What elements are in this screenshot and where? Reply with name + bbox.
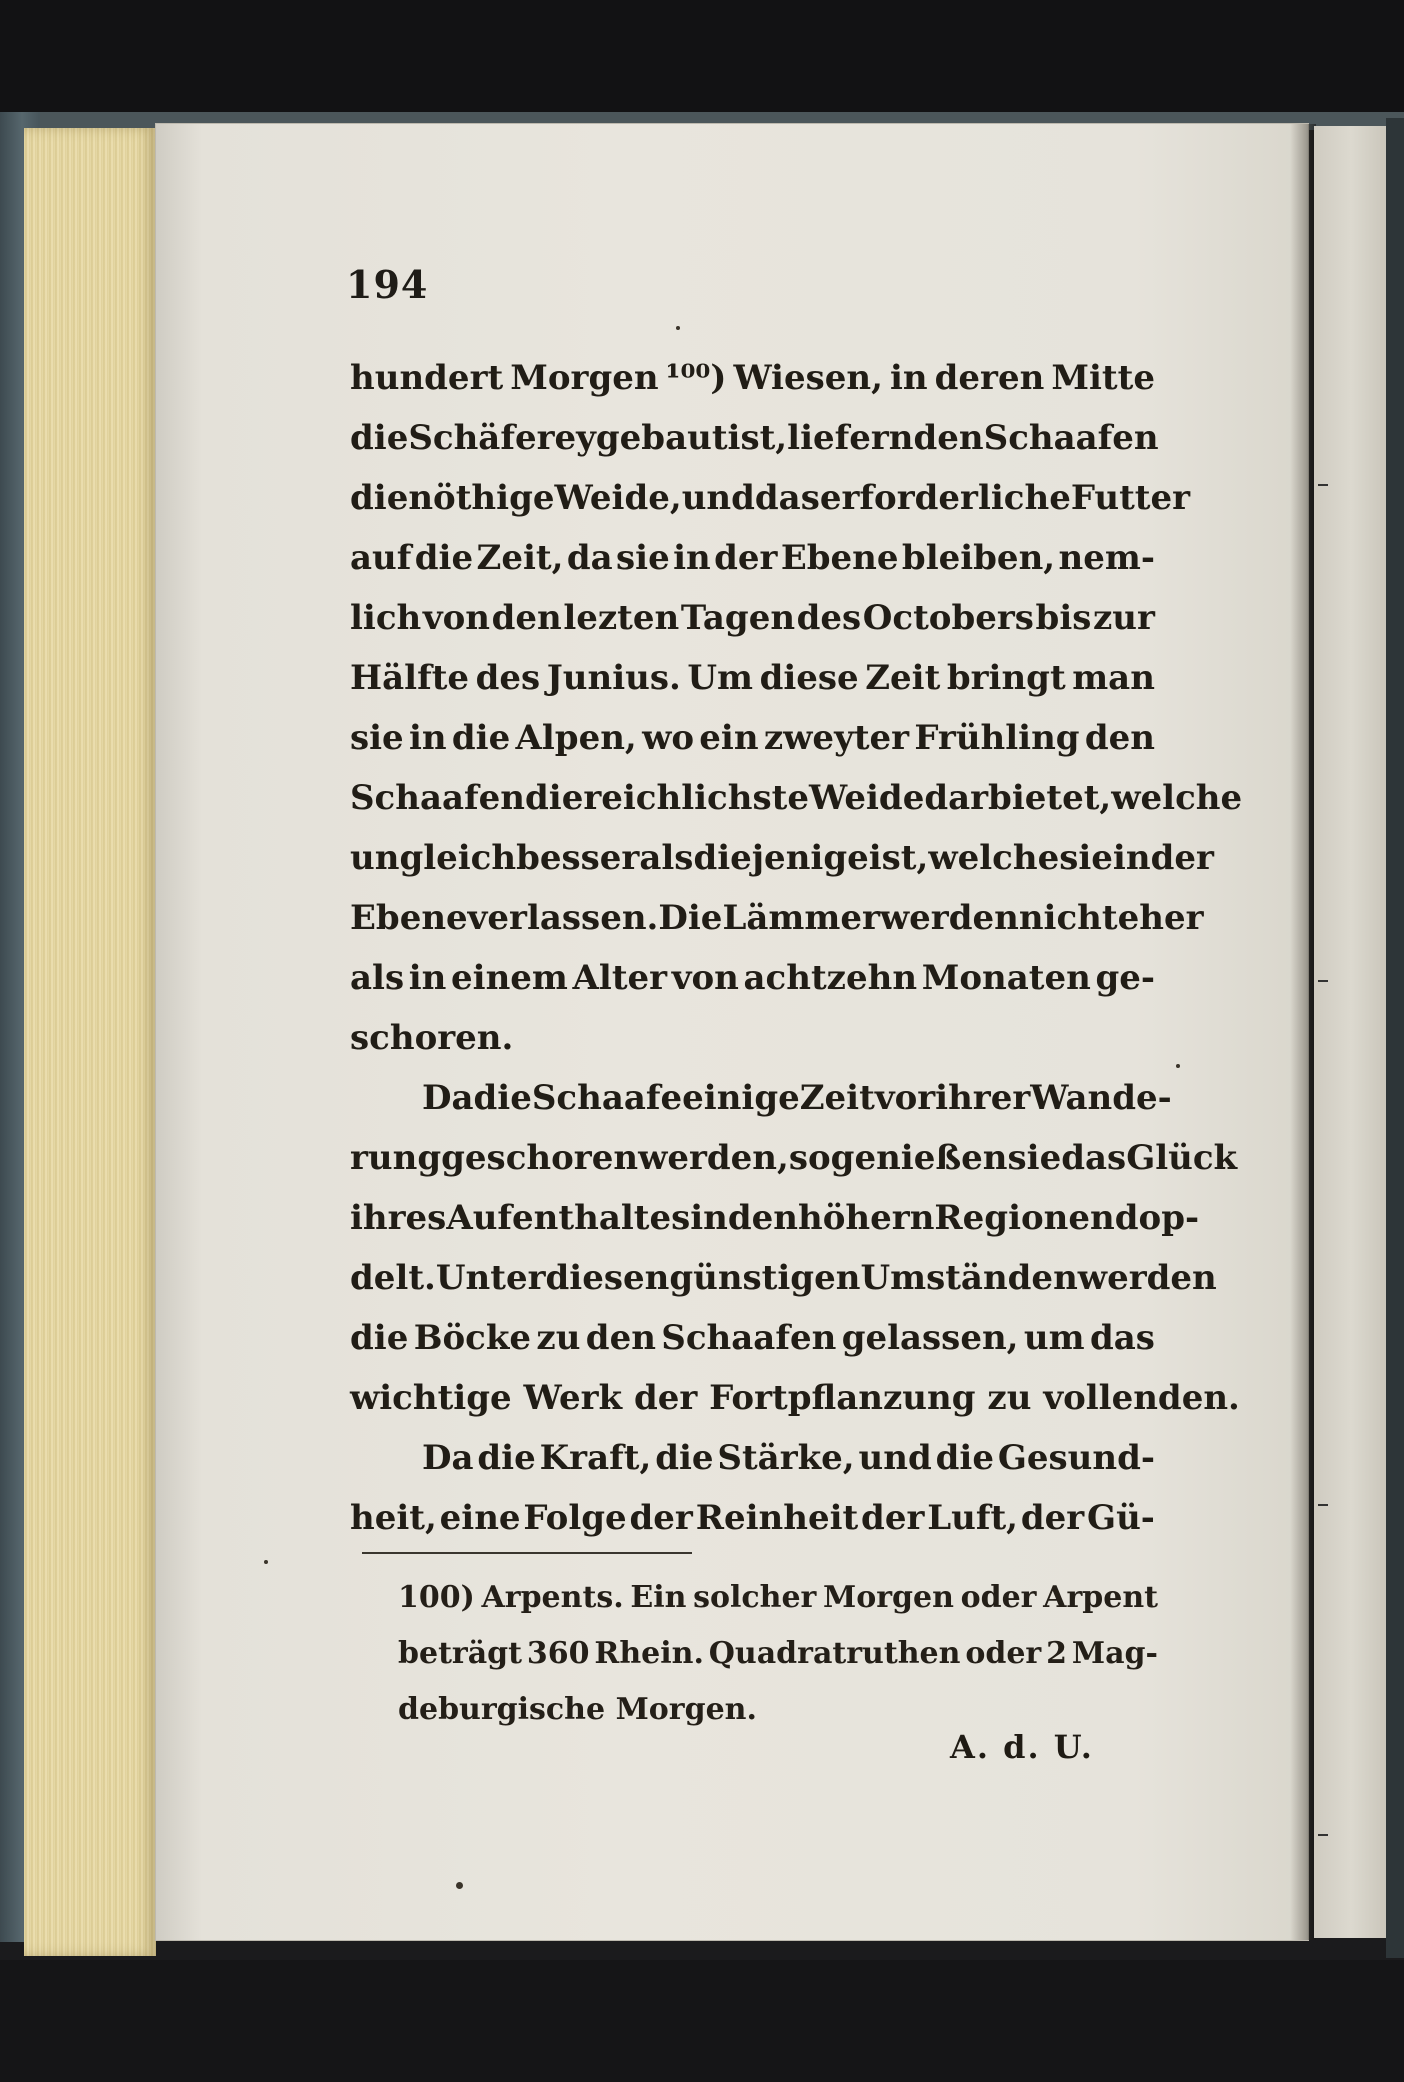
word: Gü- — [1087, 1498, 1155, 1538]
word: einige — [682, 1078, 800, 1118]
word: Stärke, — [717, 1438, 855, 1478]
word: den — [727, 1198, 799, 1238]
word: zu — [987, 1378, 1032, 1418]
word: Monaten — [921, 958, 1091, 998]
word: Wande- — [1030, 1078, 1172, 1118]
word: vollenden. — [1043, 1378, 1240, 1418]
text-line — [350, 1128, 1238, 1188]
word: sie — [1007, 1138, 1062, 1178]
word: die — [935, 1438, 994, 1478]
text-line — [350, 408, 1159, 468]
word: Lämmer — [722, 898, 880, 938]
ink-speck — [676, 326, 680, 330]
text-line — [350, 948, 1155, 1008]
word: Octobers — [862, 598, 1034, 638]
ink-speck — [456, 1882, 463, 1889]
word: eine — [439, 1498, 521, 1538]
word: Folge — [523, 1498, 627, 1538]
word: Werk — [523, 1378, 623, 1418]
word: bleiben, — [901, 538, 1056, 578]
word: in — [408, 718, 447, 758]
word: Tagen — [680, 598, 796, 638]
word: werden — [1077, 1258, 1217, 1298]
word: von — [422, 598, 491, 638]
word: ist, — [727, 418, 788, 458]
word: oder — [965, 1636, 1042, 1671]
background-bottom — [0, 1960, 1404, 2082]
word: lich — [350, 598, 422, 638]
text-line — [350, 768, 1243, 828]
word: die — [655, 1438, 714, 1478]
word: das — [1061, 1138, 1127, 1178]
word: nöthige — [408, 478, 555, 518]
main-text — [350, 348, 1243, 1548]
word: den — [585, 1318, 656, 1358]
word: Da — [422, 1078, 474, 1118]
word: ¹⁰⁰) — [665, 358, 727, 398]
word: Mag- — [1071, 1636, 1158, 1671]
word: diesen — [545, 1258, 670, 1298]
footnote-separator — [362, 1552, 692, 1554]
word: Regionen — [934, 1198, 1115, 1238]
book-cover-right — [1386, 118, 1404, 1958]
word: Schaafen — [983, 418, 1159, 458]
word: 100) — [398, 1580, 475, 1615]
word: als — [639, 838, 694, 878]
word: ihres — [350, 1198, 447, 1238]
word: Luft, — [927, 1498, 1019, 1538]
word: erforderliche — [819, 478, 1071, 518]
word: genießen — [830, 1138, 1008, 1178]
word: Rhein. — [594, 1636, 704, 1671]
word: einem — [451, 958, 568, 998]
word: Reinheit — [695, 1498, 859, 1538]
ink-speck — [1176, 1064, 1180, 1068]
word: gelassen, — [841, 1318, 1019, 1358]
word: Unter — [435, 1258, 546, 1298]
word: und — [858, 1438, 932, 1478]
word: sie — [350, 718, 404, 758]
word: die — [473, 1078, 532, 1118]
page-mark — [1318, 980, 1328, 982]
word: in — [1112, 838, 1151, 878]
text-line — [350, 1188, 1200, 1248]
word: und — [681, 478, 755, 518]
ink-speck — [264, 1560, 268, 1564]
word: deburgische — [398, 1692, 606, 1727]
word: hundert — [350, 358, 504, 398]
page-mark — [1318, 1834, 1328, 1836]
facing-page-edge — [1314, 126, 1388, 1938]
word: achtzehn — [743, 958, 918, 998]
word: darbietet, — [924, 778, 1112, 818]
word: als — [350, 958, 405, 998]
gutter-shadow — [1290, 124, 1316, 1940]
word: 360 — [526, 1636, 590, 1671]
word: werden — [879, 898, 1019, 938]
footnote — [398, 1570, 1158, 1738]
translator-signature: A. d. U. — [950, 1728, 1094, 1766]
word: so — [788, 1138, 831, 1178]
word: werden, — [638, 1138, 789, 1178]
word: Zeit — [865, 658, 941, 698]
word: Kraft, — [539, 1438, 652, 1478]
word: Schaafen — [350, 778, 526, 818]
word: Morgen — [823, 1580, 954, 1615]
word: sie — [616, 538, 670, 578]
word: das — [754, 478, 820, 518]
word: zur — [1092, 598, 1155, 638]
word: Böcke — [413, 1318, 532, 1358]
text-line — [350, 828, 1214, 888]
page-stack-edges — [24, 128, 156, 1956]
word: nicht — [1018, 898, 1118, 938]
word: ge- — [1095, 958, 1155, 998]
text-line — [350, 1008, 1155, 1068]
word: die — [350, 478, 409, 518]
word: Aufenthaltes — [446, 1198, 691, 1238]
word: die — [350, 418, 409, 458]
word: 2 — [1046, 1636, 1067, 1671]
text-line — [350, 588, 1155, 648]
word: vor — [874, 1078, 936, 1118]
word: Zeit — [799, 1078, 875, 1118]
word: in — [690, 1198, 728, 1238]
word: günstigen — [669, 1258, 861, 1298]
word: bis — [1035, 598, 1092, 638]
word: Umständen — [860, 1258, 1078, 1298]
word: Frühling — [914, 718, 1080, 758]
word: der — [629, 1498, 693, 1538]
word: besser — [516, 838, 640, 878]
word: in — [673, 538, 711, 578]
word: heit, — [350, 1498, 437, 1538]
word: verlassen. — [467, 898, 659, 938]
word: Ebene — [350, 898, 468, 938]
word: schoren. — [350, 1018, 514, 1058]
word: solcher — [693, 1580, 817, 1615]
word: reichlichste — [583, 778, 809, 818]
word: den — [1084, 718, 1155, 758]
word: beträgt — [398, 1636, 522, 1671]
word: da — [566, 538, 613, 578]
word: das — [1089, 1318, 1155, 1358]
word: zu — [536, 1318, 581, 1358]
word: dop- — [1114, 1198, 1200, 1238]
text-line — [350, 528, 1155, 588]
word: Wiesen, — [733, 358, 883, 398]
word: Um — [687, 658, 754, 698]
word: die — [414, 538, 474, 578]
word: diejenige — [693, 838, 869, 878]
text-line — [350, 1428, 1155, 1488]
word: ist, — [868, 838, 929, 878]
word: Mitte — [1051, 358, 1155, 398]
word: rung — [350, 1138, 442, 1178]
text-line — [350, 348, 1155, 408]
word: lezten — [563, 598, 680, 638]
word: Zeit, — [476, 538, 564, 578]
background-top — [0, 0, 1404, 118]
word: Schaafe — [531, 1078, 683, 1118]
word: Quadratruthen — [708, 1636, 961, 1671]
word: deren — [934, 358, 1045, 398]
word: nem- — [1058, 538, 1155, 578]
word: in — [889, 358, 928, 398]
word: Futter — [1070, 478, 1191, 518]
word: ihrer — [935, 1078, 1031, 1118]
word: Da — [422, 1438, 474, 1478]
page-number: 194 — [346, 262, 429, 307]
word: Fortpflanzung — [709, 1378, 976, 1418]
word: Morgen. — [615, 1692, 757, 1727]
word: der — [714, 538, 778, 578]
word: der — [861, 1498, 925, 1538]
word: wo — [642, 718, 695, 758]
word: welche — [928, 838, 1060, 878]
word: bringt — [946, 658, 1066, 698]
word: Glück — [1126, 1138, 1238, 1178]
word: die — [477, 1438, 536, 1478]
word: die — [525, 778, 584, 818]
text-line — [350, 888, 1204, 948]
word: ungleich — [350, 838, 517, 878]
word: der — [1150, 838, 1214, 878]
word: Alpen, — [515, 718, 637, 758]
word: die — [451, 718, 511, 758]
word: der — [1020, 1498, 1085, 1538]
word: wichtige — [350, 1378, 512, 1418]
word: um — [1023, 1318, 1085, 1358]
word: liefern — [787, 418, 914, 458]
word: zweyter — [763, 718, 910, 758]
footnote-line — [398, 1626, 1158, 1682]
word: delt. — [350, 1258, 436, 1298]
word: gebaut — [595, 418, 728, 458]
word: den — [491, 598, 562, 638]
text-line — [350, 1368, 1240, 1428]
word: sie — [1059, 838, 1113, 878]
page-mark — [1318, 1504, 1328, 1506]
word: des — [796, 598, 862, 638]
word: auf — [350, 538, 412, 578]
word: Schaafen — [661, 1318, 837, 1358]
word: Weide — [808, 778, 925, 818]
word: Hälfte — [350, 658, 470, 698]
word: des — [475, 658, 541, 698]
page-mark — [1318, 484, 1328, 486]
word: Morgen — [510, 358, 659, 398]
text-line — [350, 1068, 1172, 1128]
word: den — [913, 418, 984, 458]
word: Arpents. — [481, 1580, 624, 1615]
word: Junius. — [546, 658, 681, 698]
text-line — [350, 648, 1155, 708]
word: ein — [699, 718, 759, 758]
word: Weide, — [554, 478, 682, 518]
word: von — [671, 958, 739, 998]
word: diese — [759, 658, 859, 698]
word: Alter — [572, 958, 668, 998]
word: die — [350, 1318, 409, 1358]
footnote-line — [398, 1570, 1158, 1626]
text-line — [350, 1488, 1155, 1548]
text-line — [350, 1308, 1155, 1368]
word: eher — [1117, 898, 1204, 938]
word: Arpent — [1043, 1580, 1158, 1615]
word: welche — [1111, 778, 1243, 818]
word: höhern — [798, 1198, 935, 1238]
word: geschoren — [441, 1138, 639, 1178]
text-line — [350, 1248, 1217, 1308]
word: Schäferey — [408, 418, 596, 458]
word: in — [408, 958, 447, 998]
word: Gesund- — [997, 1438, 1155, 1478]
word: oder — [960, 1580, 1037, 1615]
word: Ebene — [780, 538, 899, 578]
word: man — [1072, 658, 1155, 698]
word: Ein — [630, 1580, 687, 1615]
text-line — [350, 468, 1191, 528]
word: Die — [658, 898, 723, 938]
text-line — [350, 708, 1155, 768]
word: der — [633, 1378, 698, 1418]
